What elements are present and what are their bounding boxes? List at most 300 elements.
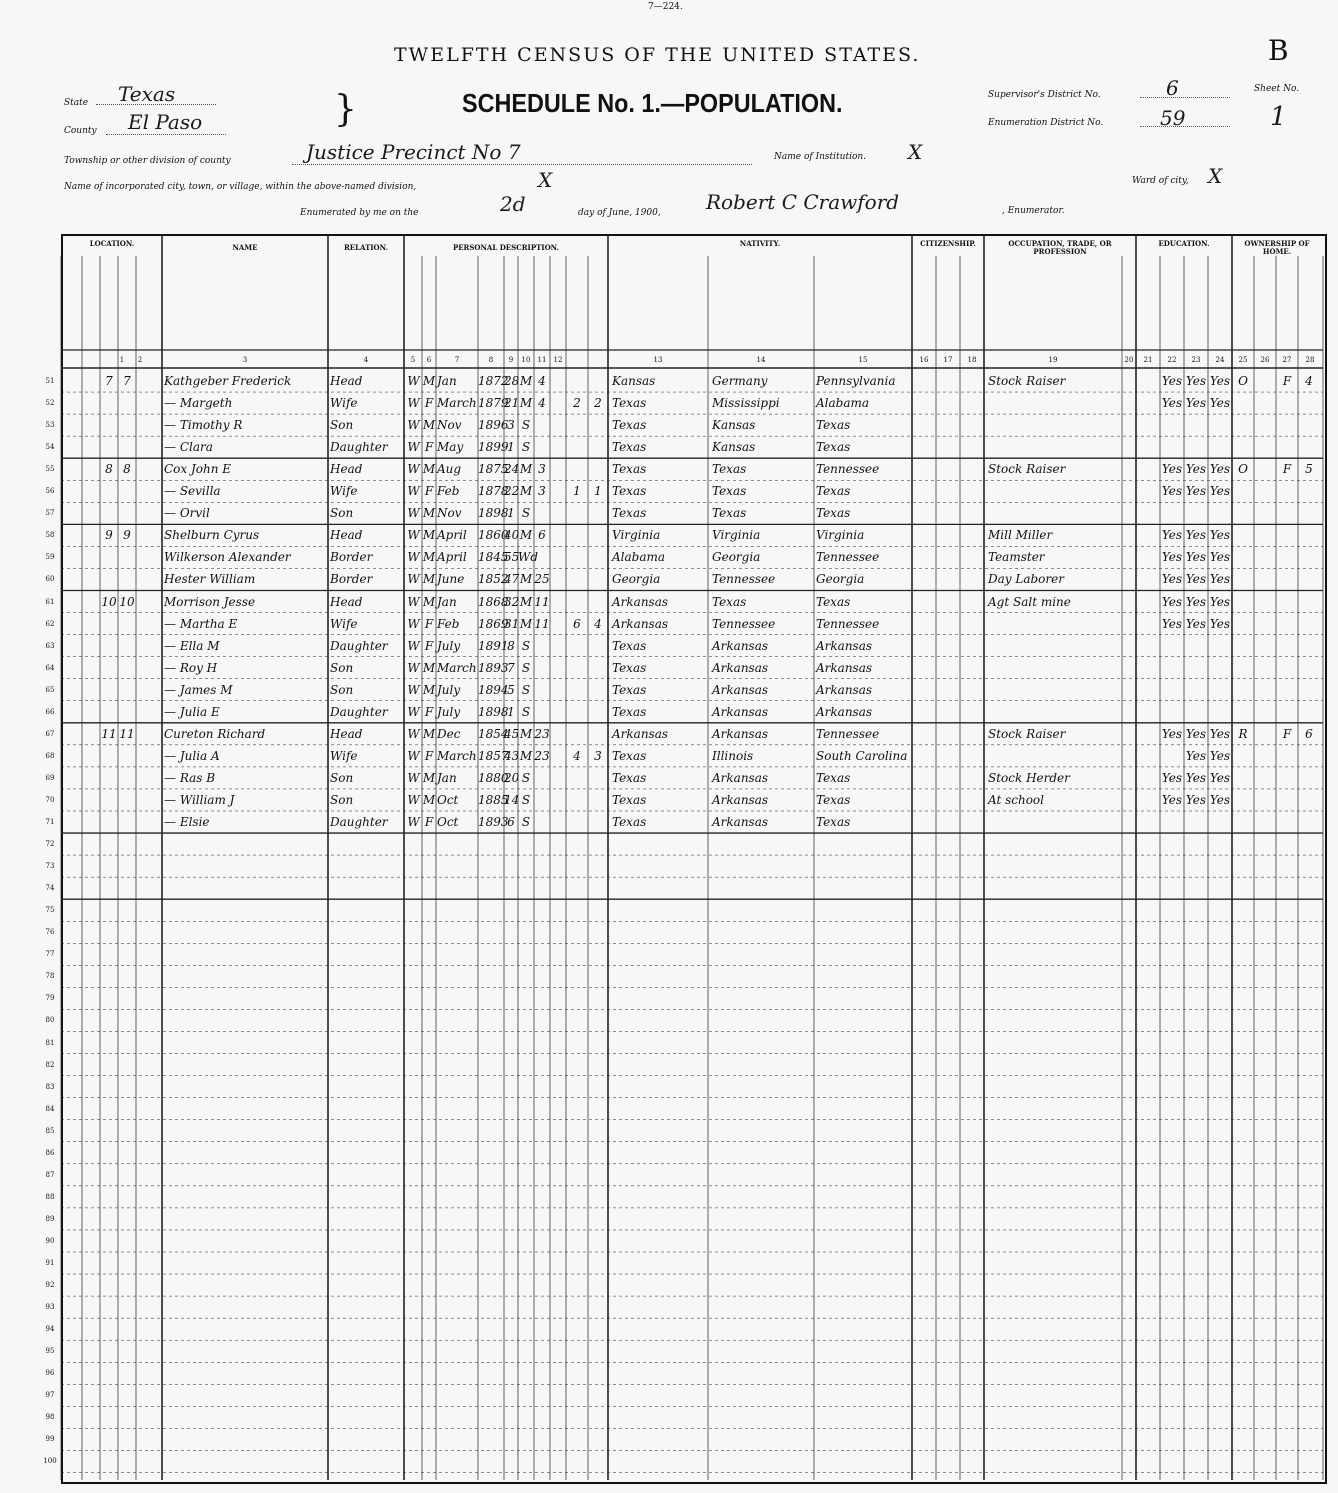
marital-status: S [521,440,531,455]
farm-or-house: F [1282,726,1292,741]
birthplace-mother: Texas [816,815,851,829]
column-number: 5 [410,356,416,364]
speaks-english: Yes [1209,572,1231,587]
birthplace-person: Texas [612,462,647,477]
birthplace-mother: Pennsylvania [816,374,896,388]
row-number: 91 [45,1259,55,1267]
color: W [407,572,420,587]
birthplace-father: Texas [712,484,747,499]
sex: M [422,506,436,521]
birth-year: 1857 [478,748,509,763]
color: W [407,462,420,477]
supervisor-value: 6 [1166,76,1179,100]
city-label: Name of incorporated city, town, or village, within the above-named division, [64,182,417,192]
birthplace-person: Texas [612,506,647,521]
birth-year: 1891 [478,638,509,653]
color: W [407,594,420,609]
relation: Wife [330,616,358,631]
birth-month: Aug [437,462,462,477]
birthplace-mother: Texas [816,792,851,807]
birthplace-person: Georgia [612,572,661,587]
birth-month: Jan [437,594,457,609]
birthplace-father: Arkansas [712,682,769,697]
birthplace-person: Texas [612,815,647,829]
header-relation: RELATION. [343,243,389,252]
speaks-english: Yes [1209,770,1231,785]
birthplace-mother: Tennessee [816,726,880,741]
header-personal: PERSONAL DESCRIPTION. [452,243,560,252]
birth-year: 1854 [478,726,509,741]
relation: Son [330,792,354,807]
row-number: 58 [45,531,55,540]
sex: M [422,770,436,785]
person-name: — Ras B [164,770,216,785]
age: 3 [507,418,515,433]
age: 6 [507,815,515,829]
relation: Son [330,660,354,675]
enumeration-value: 59 [1160,106,1186,130]
occupation: Mill Miller [988,528,1053,543]
person-name: Cox John E [164,462,232,477]
birthplace-mother: Arkansas [816,704,873,719]
row-number: 84 [45,1104,55,1113]
years-married: 23 [534,726,550,741]
birth-month: April [437,528,467,543]
farm-schedule-number: 5 [1305,462,1313,477]
owned-rented: O [1238,462,1248,477]
birthplace-mother: Arkansas [816,682,873,697]
enumerator-name: Robert C Crawford [706,190,900,214]
relation: Daughter [330,704,388,719]
sex: M [422,660,436,675]
person-name: Cureton Richard [164,726,266,741]
person-name: — Clara [164,440,213,455]
person-name: — Elsie [164,815,210,829]
can-write: Yes [1185,528,1207,543]
birth-year: 1898 [478,704,509,719]
marital-status: S [521,682,531,697]
column-number: 2 [137,356,143,364]
family-number: 8 [123,462,131,477]
color: W [407,726,420,741]
occupation: Teamster [988,550,1045,565]
birth-month: Feb [437,484,460,499]
dwelling-number: 7 [105,374,113,388]
color: W [407,396,420,411]
birthplace-person: Kansas [612,374,656,388]
marital-status: M [519,572,533,587]
birthplace-father: Texas [712,462,747,477]
column-number: 11 [537,356,547,364]
sex: M [422,572,436,587]
birth-month: Feb [437,616,460,631]
enumeration-label: Enumeration District No. [988,118,1104,128]
row-number: 63 [45,641,55,650]
column-number: 16 [919,356,929,364]
person-name: — Roy H [164,660,218,675]
birthplace-father: Kansas [712,440,756,455]
years-married: 11 [534,594,550,609]
speaks-english: Yes [1209,792,1231,807]
birthplace-person: Alabama [612,550,666,565]
enum-month: day of June, 1900, [578,208,661,218]
birthplace-mother: Alabama [816,396,870,411]
header-occupation: OCCUPATION, TRADE, OR PROFESSION [1008,239,1112,256]
birthplace-father: Tennessee [712,572,776,587]
column-number: 3 [242,356,248,364]
person-name: — Orvil [164,506,210,521]
birthplace-mother: Texas [816,506,851,521]
row-number: 95 [45,1347,55,1356]
header-citizenship: CITIZENSHIP. [920,239,976,248]
can-write: Yes [1185,550,1207,565]
row-number: 69 [45,773,55,782]
sex: M [422,550,436,565]
marital-status: S [521,792,531,807]
color: W [407,792,420,807]
occupation: At school [988,792,1044,807]
birthplace-person: Texas [612,704,647,719]
marital-status: S [521,770,531,785]
supervisor-label: Supervisor's District No. [988,90,1101,100]
relation: Border [330,572,373,587]
age: 21 [504,396,520,411]
row-number: 53 [45,421,55,430]
form-number: 7—224. [648,2,683,12]
can-write: Yes [1185,396,1207,411]
birth-year: 1860 [478,528,509,543]
color: W [407,506,420,521]
birth-year: 1869 [478,616,509,631]
header-education: EDUCATION. [1158,239,1210,248]
birthplace-father: Arkansas [712,726,769,741]
column-number: 26 [1260,356,1270,364]
ward-label: Ward of city, [1132,176,1189,186]
sex: F [424,616,434,631]
birthplace-mother: Virginia [816,528,865,543]
color: W [407,682,420,697]
age: 28 [504,374,520,388]
speaks-english: Yes [1209,748,1231,763]
row-number: 76 [45,928,55,937]
row-number: 86 [45,1148,55,1157]
relation: Son [330,506,354,521]
birth-year: 1879 [478,396,509,411]
can-write: Yes [1185,748,1207,763]
marital-status: S [521,506,531,521]
age: 1 [507,440,515,455]
column-number: 22 [1167,356,1177,364]
column-number: 28 [1305,356,1315,364]
birthplace-person: Arkansas [612,726,669,741]
person-name: — Julia E [164,704,220,719]
marital-status: S [521,638,531,653]
row-number: 72 [45,840,55,849]
sex: F [424,638,434,653]
birthplace-father: Kansas [712,418,756,433]
schedule-title: SCHEDULE No. 1.—POPULATION. [462,88,843,118]
speaks-english: Yes [1209,594,1231,609]
birth-month: March [437,660,477,675]
sex: F [424,815,434,829]
age: 20 [504,770,520,785]
marital-status: M [519,528,533,543]
color: W [407,528,420,543]
occupation: Stock Raiser [988,462,1066,477]
person-name: Wilkerson Alexander [164,550,291,565]
sex: M [422,374,436,388]
birthplace-father: Texas [712,594,747,609]
birthplace-father: Illinois [712,748,754,763]
row-number: 54 [45,443,55,452]
age: 7 [507,660,515,675]
row-number: 81 [45,1038,55,1047]
column-number: 12 [553,356,563,364]
relation: Son [330,418,354,433]
person-name: — William J [164,792,235,807]
can-write: Yes [1185,726,1207,741]
relation: Head [330,594,363,609]
birthplace-father: Texas [712,506,747,521]
county-label: County [64,126,97,136]
birth-year: 1893 [478,815,509,829]
birthplace-father: Arkansas [712,660,769,675]
column-number: 20 [1124,356,1134,364]
row-number: 100 [43,1457,57,1466]
birthplace-person: Texas [612,792,647,807]
owned-rented: R [1238,726,1248,741]
relation: Daughter [330,638,388,653]
years-married: 6 [538,528,546,543]
person-name: Kathgeber Frederick [164,374,292,388]
color: W [407,704,420,719]
row-number: 97 [45,1391,55,1400]
birth-year: 1896 [478,418,509,433]
marital-status: Wd [518,550,539,565]
relation: Daughter [330,815,388,829]
sex: M [422,726,436,741]
occupation: Stock Herder [988,770,1070,785]
speaks-english: Yes [1209,484,1231,499]
dwelling-number: 8 [105,462,113,477]
state-value: Texas [118,82,176,106]
farm-schedule-number: 4 [1305,374,1313,388]
birth-year: 1875 [478,462,509,477]
enumerator-label: , Enumerator. [1002,206,1065,216]
relation: Daughter [330,440,388,455]
birthplace-father: Arkansas [712,704,769,719]
state-label: State [64,98,89,108]
birthplace-mother: Arkansas [816,638,873,653]
column-number: 1 [119,356,125,364]
birth-month: April [437,550,467,565]
column-number: 27 [1282,356,1292,364]
years-married: 3 [538,462,546,477]
can-write: Yes [1185,594,1207,609]
person-name: — Ella M [164,638,220,653]
birth-year: 1845 [478,550,509,565]
speaks-english: Yes [1209,616,1231,631]
age: 47 [504,572,520,587]
birthplace-father: Georgia [712,550,761,565]
birthplace-person: Texas [612,748,647,763]
age: 55 [504,550,520,565]
row-number: 92 [45,1281,55,1290]
marital-status: M [519,594,533,609]
can-read: Yes [1161,396,1183,411]
can-write: Yes [1185,462,1207,477]
column-number: 13 [653,356,663,364]
sex: M [422,462,436,477]
speaks-english: Yes [1209,374,1231,388]
column-number: 4 [363,356,369,364]
relation: Head [330,726,363,741]
row-number: 68 [45,751,55,760]
can-write: Yes [1185,616,1207,631]
county-value: El Paso [128,110,203,134]
row-number: 51 [45,377,55,385]
row-number: 67 [45,729,55,738]
person-name: Shelburn Cyrus [164,528,260,543]
age: 8 [507,638,515,653]
sex: M [422,792,436,807]
birthplace-father: Arkansas [712,792,769,807]
children-living: 3 [594,748,602,763]
birth-month: March [437,748,477,763]
relation: Son [330,682,354,697]
sex: F [424,396,434,411]
row-number: 73 [45,862,55,871]
sex: F [424,440,434,455]
age: 45 [504,726,520,741]
row-number: 90 [45,1236,55,1245]
can-write: Yes [1185,484,1207,499]
age: 40 [504,528,520,543]
column-number: 25 [1238,356,1248,364]
birth-month: June [437,572,465,587]
marital-status: M [519,484,533,499]
occupation: Stock Raiser [988,374,1066,388]
age: 22 [504,484,520,499]
sex: M [422,418,436,433]
marital-status: M [519,616,533,631]
can-read: Yes [1161,528,1183,543]
can-read: Yes [1161,484,1183,499]
birthplace-father: Arkansas [712,770,769,785]
row-number: 93 [45,1303,55,1312]
birthplace-father: Arkansas [712,638,769,653]
can-write: Yes [1185,572,1207,587]
relation: Head [330,528,363,543]
birthplace-father: Virginia [712,528,761,543]
birthplace-mother: Texas [816,594,851,609]
row-number: 88 [45,1192,55,1201]
column-number: 23 [1191,356,1201,364]
can-write: Yes [1185,770,1207,785]
farm-or-house: F [1282,374,1292,388]
birth-year: 1885 [478,792,509,807]
relation: Wife [330,484,358,499]
header-location: LOCATION. [89,239,135,248]
color: W [407,440,420,455]
can-read: Yes [1161,616,1183,631]
institution-value: X [908,140,923,164]
column-number: 10 [521,356,531,364]
column-number: 18 [967,356,977,364]
birthplace-mother: Tennessee [816,616,880,631]
color: W [407,770,420,785]
birthplace-mother: Texas [816,418,851,433]
can-read: Yes [1161,770,1183,785]
row-number: 55 [45,465,55,474]
birthplace-person: Texas [612,660,647,675]
row-number: 60 [45,575,55,584]
birthplace-mother: Texas [816,770,851,785]
birth-year: 1852 [478,572,509,587]
birth-year: 1898 [478,506,509,521]
farm-or-house: F [1282,462,1292,477]
birthplace-father: Tennessee [712,616,776,631]
color: W [407,550,420,565]
row-number: 65 [45,685,55,694]
birthplace-mother: South Carolina [816,748,908,763]
color: W [407,638,420,653]
relation: Son [330,770,354,785]
birthplace-person: Texas [612,770,647,785]
birthplace-person: Texas [612,440,647,455]
marital-status: S [521,815,531,829]
birthplace-person: Arkansas [612,594,669,609]
years-married: 11 [534,616,550,631]
column-number: 6 [426,356,432,364]
row-number: 99 [45,1435,55,1444]
column-number: 24 [1215,356,1225,364]
age: 1 [507,506,515,521]
relation: Wife [330,748,358,763]
sheet-value: 1 [1270,102,1287,132]
row-number: 64 [45,663,55,672]
row-number: 74 [45,884,55,893]
header-ownership: OWNERSHIP OF HOME. [1244,239,1310,256]
row-number: 59 [45,553,55,562]
row-number: 85 [45,1126,55,1135]
birth-month: Nov [437,506,462,521]
birth-year: 1878 [478,484,509,499]
column-number: 7 [454,356,460,364]
row-number: 52 [45,399,55,408]
age: 43 [504,748,520,763]
sex: M [422,682,436,697]
row-number: 80 [45,1016,55,1025]
township-value: Justice Precinct No 7 [306,140,521,164]
enumerated-label: Enumerated by me on the [300,208,419,218]
sheet-letter: B [1268,34,1289,67]
marital-status: M [519,462,533,477]
birth-month: July [437,638,461,653]
birth-year: 1868 [478,594,509,609]
birth-year: 1899 [478,440,509,455]
relation: Border [330,550,373,565]
relation: Head [330,374,363,388]
can-read: Yes [1161,792,1183,807]
sex: M [422,528,436,543]
can-read: Yes [1161,550,1183,565]
birth-year: 1893 [478,660,509,675]
color: W [407,484,420,499]
row-number: 96 [45,1369,55,1378]
row-number: 71 [45,818,55,826]
row-number: 77 [45,950,55,959]
